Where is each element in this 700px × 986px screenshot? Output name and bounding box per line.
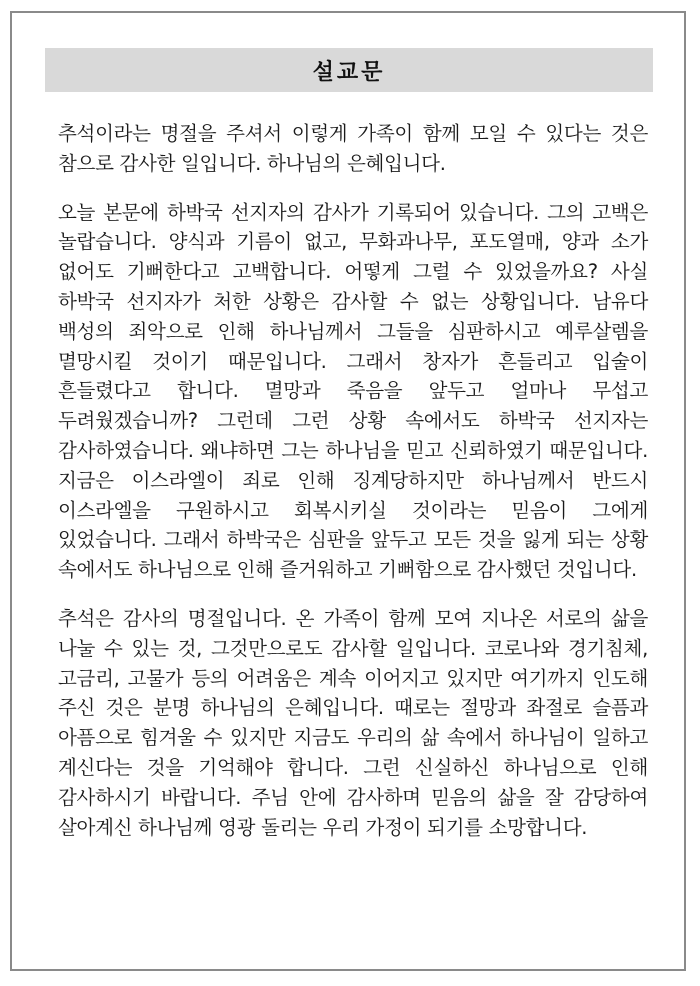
page-title: 설교문 — [312, 59, 386, 85]
paragraph-intro: 추석이라는 명절을 주셔서 이렇게 가족이 함께 모일 수 있다는 것은 참으로 감사한 일입니다. 하나님의 은혜입니다. — [58, 122, 648, 175]
title-banner — [45, 48, 653, 92]
paragraph-habakkuk: 오늘 본문에 하박국 선지자의 감사가 기록되어 있습니다. 그의 고백은 놀랍습니다. 양식과 기름이 없고, 무화과나무, 포도열매, 양과 소가 없어도 기뻐한다고 고백합니다. 어떻게 그럴 수 있었을까요? 사실 하박국 선지자가 처한 상황은 감사할 수 없는 상황입니다. 남유다 백성의 죄악으로 인해 하나님께서 그들을 심판하시고 예루살렘을 멸망시킬 것이기 때문입니다. 그래서 창자가 흔들리고 입술이 흔들렸다고 합니다. 멸망과 죽음을 앞두고 얼마나 무섭고 두려웠겠습니까? 그런데 그런 상황 속에서도 하박국 선지자는 감사하였습니다. 왜냐하면 그는 하나님을 믿고 신뢰하였기 때문입니다. 지금은 이스라엘이 죄로 인해 징계당하지만 하나님께서 반드시 이스라엘을 구원하시고 회복시키실 것이라는 믿음이 그에게 있었습니다. 그래서 하박국은 심판을 앞두고 모든 것을 잃게 되는 상황 속에서도 하나님으로 인해 즐거워하고 기뻐함으로 감사했던 것입니다. — [58, 200, 648, 582]
paragraph-thanksgiving: 추석은 감사의 명절입니다. 온 가족이 함께 모여 지나온 서로의 삶을 나눌 수 있는 것, 그것만으로도 감사할 일입니다. 코로나와 경기침체, 고금리, 고물가 등의 어려움은 계속 이어지고 있지만 여기까지 인도해 주신 것은 분명 하나님의 은혜입니다. 때로는 절망과 좌절로 슬픔과 아픔으로 힘겨울 수 있지만 지금도 우리의 삶 속에서 하나님이 일하고 계신다는 것을 기억해야 합니다. 그런 신실하신 하나님으로 인해 감사하시기 바랍니다. 주님 안에 감사하며 믿음의 삶을 잘 감당하여 살아계신 하나님께 영광 돌리는 우리 가정이 되기를 소망합니다. — [58, 606, 648, 839]
sermon-body — [58, 119, 648, 861]
